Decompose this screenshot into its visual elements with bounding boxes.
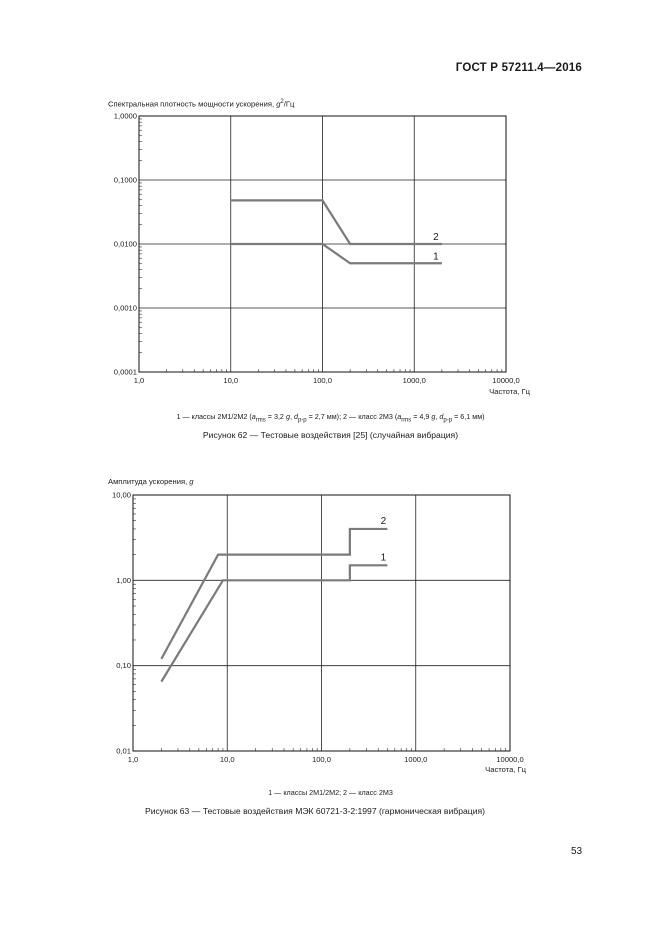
fig62-x-tick-label: 10,0 xyxy=(223,376,239,385)
fig63-y-axis-title-g: g xyxy=(189,477,194,486)
page-number: 53 xyxy=(571,846,583,857)
fig62-y-axis-title-unit: /Гц xyxy=(283,99,295,109)
fig63-x-tick-label: 1,0 xyxy=(127,755,139,764)
fig63-y-tick-label: 10,00 xyxy=(111,490,131,500)
fig62-legend-a: a xyxy=(251,412,256,421)
fig62-legend-part: = 2,7 мм); 2 — класс 2М3 ( xyxy=(306,412,398,421)
fig63-plot xyxy=(112,491,524,765)
fig62-y-tick-label: 1,0000 xyxy=(113,111,137,121)
fig62-series-2-label: 2 xyxy=(433,232,439,243)
fig63-y-axis-title xyxy=(108,477,194,486)
fig62-x-tick-label: 1,0 xyxy=(133,376,145,385)
fig63-x-tick-label: 10,0 xyxy=(219,755,235,764)
fig62-x-tick-label: 10000,0 xyxy=(492,376,520,385)
document-header: ГОСТ Р 57211.4—2016 xyxy=(455,62,582,74)
fig62-legend-part: = 6,1 мм) xyxy=(452,412,485,421)
fig62-y-axis-title-text: Спектральная плотность мощности ускорения, xyxy=(108,99,277,109)
fig62-y-tick-label: 0,1000 xyxy=(113,175,137,185)
fig62-legend-rms: rms xyxy=(255,417,266,424)
fig62-legend-sep: , xyxy=(435,412,440,421)
fig62-caption: Рисунок 62 — Тестовые воздействия [25] (случайная вибрация) xyxy=(202,430,459,440)
fig63-caption: Рисунок 63 — Тестовые воздействия МЭК 60721-3-2:1997 (гармоническая вибрация) xyxy=(144,806,486,816)
fig62-legend-pp: p-p xyxy=(297,417,307,424)
fig62-legend-a: a xyxy=(397,412,402,421)
fig63-legend: 1 — классы 2М1/2М2; 2 — класс 2М3 xyxy=(268,788,393,797)
fig63-series-2-line xyxy=(161,529,387,659)
fig62-x-tick-label: 100,0 xyxy=(312,376,333,385)
fig62-legend-part: = 4,9 xyxy=(411,412,432,421)
fig62-y-tick-label: 0,0010 xyxy=(113,303,137,313)
fig63-y-tick-label: 0,10 xyxy=(116,661,131,671)
fig63-y-tick-label: 0,01 xyxy=(116,746,131,756)
fig63-y-axis-title-text: Амплитуда ускорения, xyxy=(108,477,190,486)
fig62-x-axis-title: Частота, Гц xyxy=(489,387,530,396)
fig63-x-tick-label: 100,0 xyxy=(311,755,332,764)
fig62-series-2-line xyxy=(231,200,442,244)
fig62-legend-part: = 3,2 xyxy=(265,412,286,421)
fig63-x-tick-label: 1000,0 xyxy=(404,755,428,764)
fig63-x-axis-title: Частота, Гц xyxy=(485,765,526,774)
fig62-legend-g: g xyxy=(285,412,290,421)
fig62-x-tick-label: 1000,0 xyxy=(402,376,426,385)
fig63-series-1-label: 1 xyxy=(380,552,387,564)
fig63-series-2-label: 2 xyxy=(380,515,387,527)
fig62-legend-g: g xyxy=(431,412,436,421)
fig62-y-axis-title-sup: 2 xyxy=(280,99,284,105)
fig62-plot xyxy=(114,112,520,386)
fig62-legend-sep: , xyxy=(289,412,294,421)
fig62-y-axis-title-g: g xyxy=(276,99,281,109)
fig63-y-tick-label: 1,00 xyxy=(116,575,131,585)
fig62-y-tick-label: 0,0100 xyxy=(113,239,137,249)
fig62-series-1-label: 1 xyxy=(433,251,439,263)
fig62-y-tick-label: 0,0001 xyxy=(113,367,137,377)
fig62-series-1-line xyxy=(231,244,442,263)
fig62-legend-d: d xyxy=(293,412,298,421)
fig62-legend-rms: rms xyxy=(401,417,412,424)
fig62-legend-pp: p-p xyxy=(443,417,453,424)
fig62-legend-part: 1 — классы 2М1/2М2 ( xyxy=(176,412,252,421)
fig63-x-tick-label: 10000,0 xyxy=(496,755,524,764)
fig63-series-1-line xyxy=(161,565,387,681)
fig62-legend-d: d xyxy=(439,412,444,421)
fig62-legend xyxy=(0,412,661,423)
